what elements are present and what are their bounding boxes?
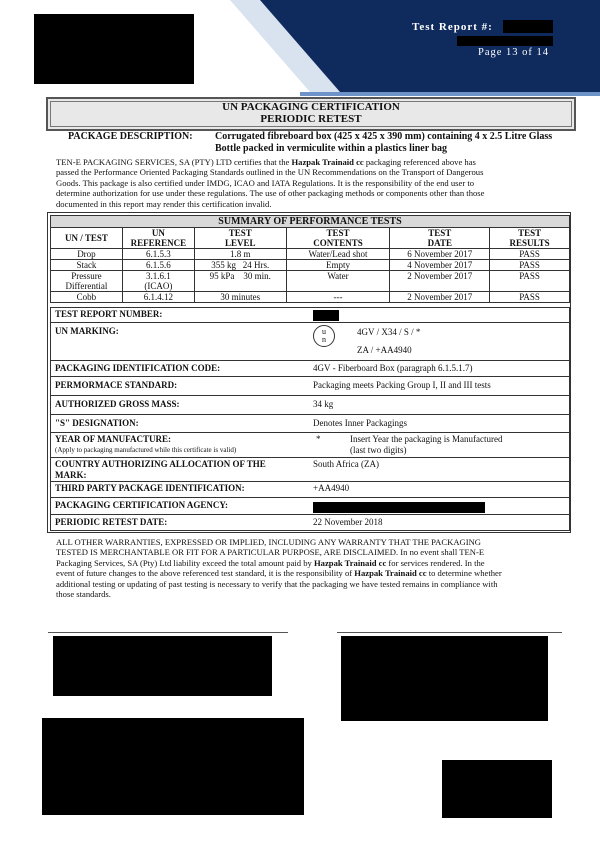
disclaimer-text: Packaging Services, SA (Pty) Ltd liability exceed the total amount paid by [56,557,314,568]
company-logo-redacted [34,14,194,84]
performance-standard-value: Packaging meets Packing Group I, II and III tests [313,380,491,390]
statement-text: Goods. This package is also certified under IMDG, ICAO and IATA Regulations. It is the responsibility of the end user to [56,177,475,188]
col-test-contents: TEST CONTENTS [286,228,390,249]
table-header-row [51,228,570,249]
certification-agency-redacted [313,502,485,513]
certificate-subtitle: PERIODIC RETEST [260,113,362,125]
client-name: Hazpak Trainaid cc [291,157,364,167]
retest-date-row [50,515,570,531]
signature-line-right [337,632,562,633]
test-result: PASS [490,249,570,260]
year-of-manufacture-value: Insert Year the packaging is Manufactured [350,434,503,444]
performance-standard-row [50,377,570,396]
statement-text: TEN-E PACKAGING SERVICES, SA (PTY) LTD certifies that the [56,157,292,167]
test-contents: Water/Lead shot [286,249,390,260]
test-contents: Empty [286,260,390,271]
report-number-redacted [503,20,553,33]
table-row [51,292,570,303]
package-description-line1: Corrugated fibreboard box (425 x 425 x 390 mm) containing 4 x 2.5 Litre Glass [215,131,553,142]
disclaimer-text: event of future changes to the above referenced test standard, it is the responsibility of [56,568,355,579]
stamp-redacted-right [442,760,552,818]
page-number: Page 13 of 14 [478,47,550,58]
test-reference: 3.1.6.1 (ICAO) [122,271,194,292]
disclaimer [56,537,561,599]
gross-mass-value: 34 kg [313,399,334,409]
test-reference: 6.1.5.3 [122,249,194,260]
retest-date-label: PERIODIC RETEST DATE: [55,517,168,527]
test-name: Stack [51,260,123,271]
summary-heading: SUMMARY OF PERFORMANCE TESTS [50,215,570,228]
test-reference: 6.1.5.6 [122,260,194,271]
disclaimer-text: ALL OTHER WARRANTIES, EXPRESSED OR IMPLIED, INCLUDING ANY WARRANTY THAT THE PACKAGING [56,537,482,547]
col-test-date: TEST DATE [390,228,490,249]
un-symbol-icon: u n [313,325,335,347]
certificate-title-box [46,97,576,131]
disclaimer-text: additional testing or updating of past testing is necessary to verify that the packaging we have tested remains in compliance with [56,578,498,589]
third-party-id-value: +AA4940 [313,483,350,493]
test-date: 2 November 2017 [390,292,490,303]
country-row [50,458,570,482]
col-test-results: TEST RESULTS [490,228,570,249]
year-of-manufacture-label: YEAR OF MANUFACTURE: [55,434,171,444]
performance-standard-label: PERMORMACE STANDARD: [55,380,178,390]
test-name: Cobb [51,292,123,303]
package-description-label: PACKAGE DESCRIPTION: [68,131,193,142]
certification-agency-row [50,498,570,515]
disclaimer-text: those standards. [56,589,111,600]
certification-agency-label: PACKAGING CERTIFICATION AGENCY: [55,500,229,510]
package-description-line2: Bottle packed in vermiculite within a plastics liner bag [215,143,448,154]
statement-text: determine authorization for use under these regulations. The use of other packaging methods or components other than those [56,188,485,199]
col-un-test: UN / TEST [51,228,123,249]
packaging-code-value: 4GV - Fiberboard Box (paragraph 6.1.5.1.7) [313,363,473,373]
report-number-redacted-2 [457,36,553,46]
year-of-manufacture-asterisk: * [316,434,321,444]
test-result: PASS [490,271,570,292]
test-report-number-label: TEST REPORT NUMBER: [55,309,163,319]
signature-redacted-right [341,636,548,721]
test-result: PASS [490,292,570,303]
disclaimer-text: TESTED IS MERCHANTABLE OR FIT FOR A PARTICULAR PURPOSE, ARE DISCLAIMED. In no event shall TEN-E [56,547,485,558]
disclaimer-text: to determine whether [426,568,502,579]
disclaimer-text: for services rendered. In the [386,557,485,568]
country-label: COUNTRY AUTHORIZING ALLOCATION OF THE [55,459,266,469]
certificate-title: UN PACKAGING CERTIFICATION [222,101,400,113]
client-name: Hazpak Trainaid cc [314,557,387,568]
un-marking-value-line1: 4GV / X34 / S / * [357,327,421,337]
packaging-code-label: PACKAGING IDENTIFICATION CODE: [55,363,221,373]
s-designation-row [50,415,570,433]
country-label-cont: MARK: [55,470,87,480]
country-value: South Africa (ZA) [313,459,379,469]
table-row [51,260,570,271]
performance-tests-table [50,227,570,303]
report-number-label: Test Report #: [412,21,493,33]
packaging-code-row [50,361,570,377]
table-row [51,249,570,260]
un-marking-label: UN MARKING: [55,326,119,336]
test-reference: 6.1.4.12 [122,292,194,303]
col-test-level: TEST LEVEL [194,228,286,249]
client-name: Hazpak Trainaid cc [354,568,427,579]
year-of-manufacture-note: (Apply to packaging manufactured while this certificate is valid) [55,446,237,454]
test-date: 6 November 2017 [390,249,490,260]
gross-mass-label: AUTHORIZED GROSS MASS: [55,399,180,409]
third-party-id-row [50,482,570,498]
statement-text: packaging referenced above has [363,157,476,167]
test-report-number-row [50,307,570,323]
signature-line-left [48,632,288,633]
test-level: 95 kPa 30 min. [194,271,286,292]
un-marking-value-line2: ZA / +AA4940 [357,345,412,355]
s-designation-value: Denotes Inner Packagings [313,418,407,428]
test-level: 1.8 m [194,249,286,260]
stamp-redacted-left [42,718,304,815]
gross-mass-row [50,396,570,415]
statement-text: documented in this report may render this certification invalid. [56,198,272,209]
test-name: Pressure Differential [51,271,123,292]
test-date: 4 November 2017 [390,260,490,271]
test-level: 355 kg 24 Hrs. [194,260,286,271]
un-marking-row [50,322,570,361]
test-level: 30 minutes [194,292,286,303]
table-row [51,271,570,292]
col-un-reference: UN REFERENCE [122,228,194,249]
test-contents: --- [286,292,390,303]
year-of-manufacture-row [50,433,570,458]
year-of-manufacture-value-note: (last two digits) [350,445,407,455]
test-contents: Water [286,271,390,292]
test-name: Drop [51,249,123,260]
signature-redacted-left [53,636,272,696]
s-designation-label: "S" DESIGNATION: [55,418,139,428]
certification-statement [56,157,556,209]
statement-text: passed the Performance Oriented Packaging Standards outlined in the UN Recommendations on the Transport of Dangerous [56,167,484,178]
retest-date-value: 22 November 2018 [313,517,383,527]
test-report-number-redacted [313,310,339,321]
test-date: 2 November 2017 [390,271,490,292]
test-result: PASS [490,260,570,271]
third-party-id-label: THIRD PARTY PACKAGE IDENTIFICATION: [55,483,245,493]
